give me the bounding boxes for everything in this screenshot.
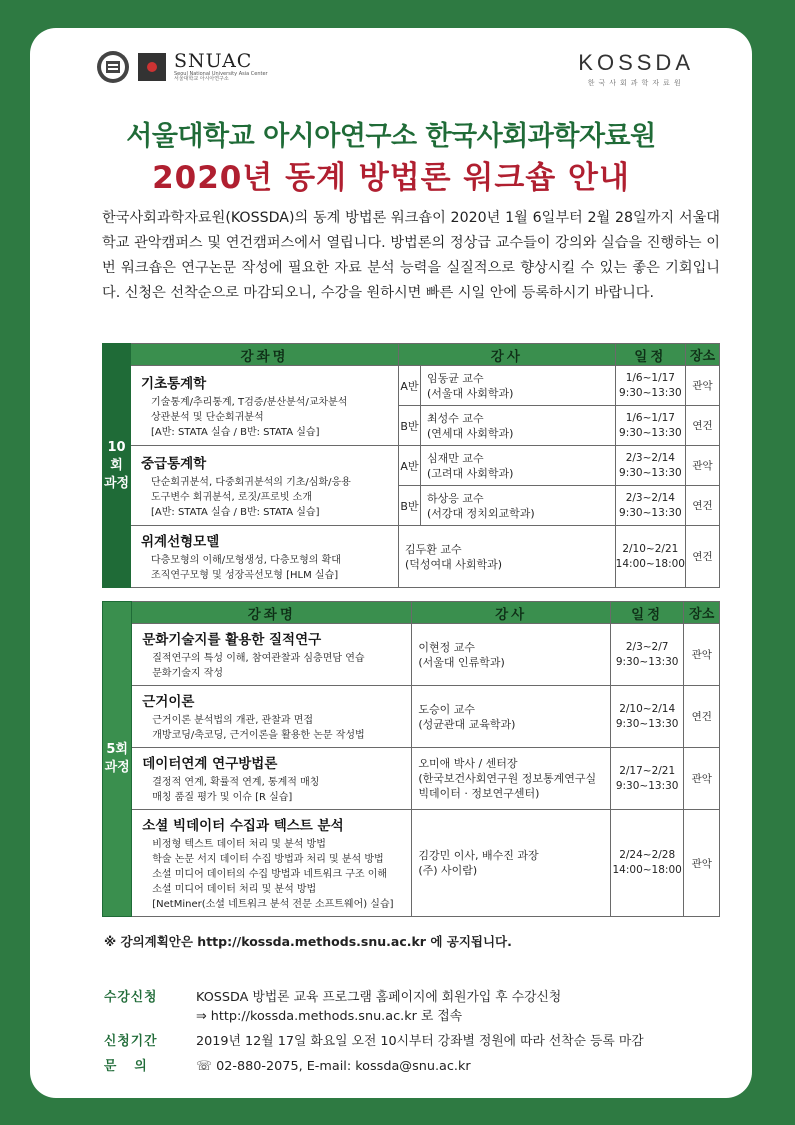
snuac-emblem-icon <box>138 53 166 81</box>
application-info <box>104 988 644 1082</box>
instructor: 김두환 교수 (덕성여대 사회학과) <box>399 526 616 588</box>
course-basic-stats: 기초통계학 기술통계/추리통계, T검증/분산분석/교차분석 상관분석 및 단순회귀분석 [A반: STATA 실습 / B반: STATA 실습] <box>131 366 399 446</box>
course-social-bigdata: 소셜 빅데이터 수집과 텍스트 분석 비정형 텍스트 데이터 처리 및 분석 방법 학술 논문 서지 데이터 수집 방법과 처리 및 분석 방법 소셜 미디어 데이터의 수집 방법과 네트워크 구조 이해 소셜 미디어 데이터 처리 및 분석 방법 [NetMiner(소셜 네트워크 분석 전문 소프트웨어) 실습] <box>132 810 412 917</box>
course-ethnography: 문화기술지를 활용한 질적연구 질적연구의 특성 이해, 참여관찰과 심층면담 연습 문화기술지 작성 <box>132 624 412 686</box>
period-text: 2019년 12월 17일 화요일 오전 10시부터 강좌별 정원에 따라 선착순 등록 마감 <box>196 1034 644 1049</box>
course-intermediate-stats: 중급통계학 단순회귀분석, 다중회귀분석의 기초/심화/응용 도구변수 회귀분석, 로짓/프로빗 소개 [A반: STATA 실습 / B반: STATA 실습] <box>131 446 399 526</box>
header-schedule: 일정 <box>610 602 684 624</box>
header-place: 장소 <box>686 344 720 366</box>
contact-label: 문의 <box>104 1059 165 1074</box>
instructor: 이현정 교수 (서울대 인류학과) <box>412 624 611 686</box>
schedule: 1/6~1/17 9:30~13:30 <box>615 366 685 406</box>
header-course: 강좌명 <box>131 344 399 366</box>
place: 연건 <box>686 406 720 446</box>
period-label: 신청기간 <box>104 1034 158 1049</box>
schedule: 2/3~2/14 9:30~13:30 <box>615 486 685 526</box>
place: 연건 <box>686 526 720 588</box>
page-title-org: 서울대학교 아시아연구소 한국사회과학자료원 <box>126 121 656 152</box>
instructor: 심재만 교수 (고려대 사회학과) <box>421 446 616 486</box>
kossda-logo <box>578 50 694 88</box>
apply-url[interactable]: ⇒ http://kossda.methods.snu.ac.kr 로 접속 <box>196 1009 463 1024</box>
place: 관악 <box>686 366 720 406</box>
schedule: 2/10~2/21 14:00~18:00 <box>615 526 685 588</box>
instructor: 임동균 교수 (서울대 사회학과) <box>421 366 616 406</box>
intro-paragraph: 한국사회과학자료원(KOSSDA)의 동계 방법론 워크숍이 2020년 1월 6일부터 2월 28일까지 서울대학교 관악캠퍼스 및 연건캠퍼스에서 열립니다. 방법론의 정상급 교수들이 강의와 실습을 진행하는 이번 워크숍은 연구논문 작성에 필요한 자료 분석 능력을 실질적으로 향상시킬 수 있는 좋은 기회입니다. 신청은 선착순으로 마감되오니, 수강을 원하시면 빠른 시일 안에 등록하시기 바랍니다. <box>102 210 720 301</box>
schedule: 1/6~1/17 9:30~13:30 <box>615 406 685 446</box>
table1-side-label: 10회 과정 <box>103 344 131 588</box>
poster <box>30 28 752 1098</box>
header-course: 강좌명 <box>132 602 412 624</box>
instructor: 최성수 교수 (연세대 사회학과) <box>421 406 616 446</box>
course-table-10 <box>102 343 720 588</box>
header-place: 장소 <box>684 602 720 624</box>
schedule: 2/24~2/28 14:00~18:00 <box>610 810 684 917</box>
header-instructor: 강사 <box>412 602 611 624</box>
course-data-linkage: 데이터연계 연구방법론 결정적 연계, 확률적 연계, 통계적 매칭 매칭 품질 평가 및 이슈 [R 실습] <box>132 748 412 810</box>
course-hlm: 위계선형모델 다층모형의 이해/모형생성, 다층모형의 확대 조직연구모형 및 성장곡선모형 [HLM 실습] <box>131 526 399 588</box>
class-b: B반 <box>399 486 421 526</box>
instructor: 도승이 교수 (성균관대 교육학과) <box>412 686 611 748</box>
header-instructor: 강사 <box>399 344 616 366</box>
class-b: B반 <box>399 406 421 446</box>
instructor: 하상응 교수 (서강대 정치외교학과) <box>421 486 616 526</box>
snu-seal-icon <box>96 50 130 84</box>
page-title-main: 2020년 동계 방법론 워크숍 안내 <box>152 160 630 196</box>
schedule: 2/3~2/14 9:30~13:30 <box>615 446 685 486</box>
snuac-logo <box>96 50 268 84</box>
class-a: A반 <box>399 366 421 406</box>
snuac-sub-ko: 서울대학교 아시아연구소 <box>174 75 229 82</box>
place: 연건 <box>684 686 720 748</box>
place: 관악 <box>684 748 720 810</box>
kossda-name: KOSSDA <box>578 50 694 75</box>
instructor: 오미애 박사 / 센터장 (한국보건사회연구원 정보통계연구실 빅데이터 · 정보연구센터) <box>412 748 611 810</box>
table2-side-label: 5회 과정 <box>103 602 132 917</box>
snuac-sub-en: Seoul National University Asia Center <box>174 70 268 77</box>
instructor: 김강민 이사, 배수진 과장 (주) 사이람) <box>412 810 611 917</box>
snuac-name: SNUAC <box>174 49 253 72</box>
class-a: A반 <box>399 446 421 486</box>
schedule: 2/17~2/21 9:30~13:30 <box>610 748 684 810</box>
course-grounded-theory: 근거이론 근거이론 분석법의 개관, 관찰과 면접 개방코딩/축코딩, 근거이론을 활용한 논문 작성법 <box>132 686 412 748</box>
syllabus-note: ※ 강의계획안은 http://kossda.methods.snu.ac.kr 에 공지됩니다. <box>104 934 512 949</box>
place: 연건 <box>686 486 720 526</box>
place: 관악 <box>684 624 720 686</box>
schedule: 2/10~2/14 9:30~13:30 <box>610 686 684 748</box>
apply-text: KOSSDA 방법론 교육 프로그램 홈페이지에 회원가입 후 수강신청 <box>196 990 562 1005</box>
place: 관악 <box>684 810 720 917</box>
kossda-sub: 한국사회과학자료원 <box>587 79 685 87</box>
place: 관악 <box>686 446 720 486</box>
contact-text[interactable]: ☏ 02-880-2075, E-mail: kossda@snu.ac.kr <box>196 1059 471 1074</box>
schedule: 2/3~2/7 9:30~13:30 <box>610 624 684 686</box>
course-table-5 <box>102 601 720 917</box>
header-schedule: 일정 <box>615 344 685 366</box>
apply-label: 수강신청 <box>104 990 158 1005</box>
